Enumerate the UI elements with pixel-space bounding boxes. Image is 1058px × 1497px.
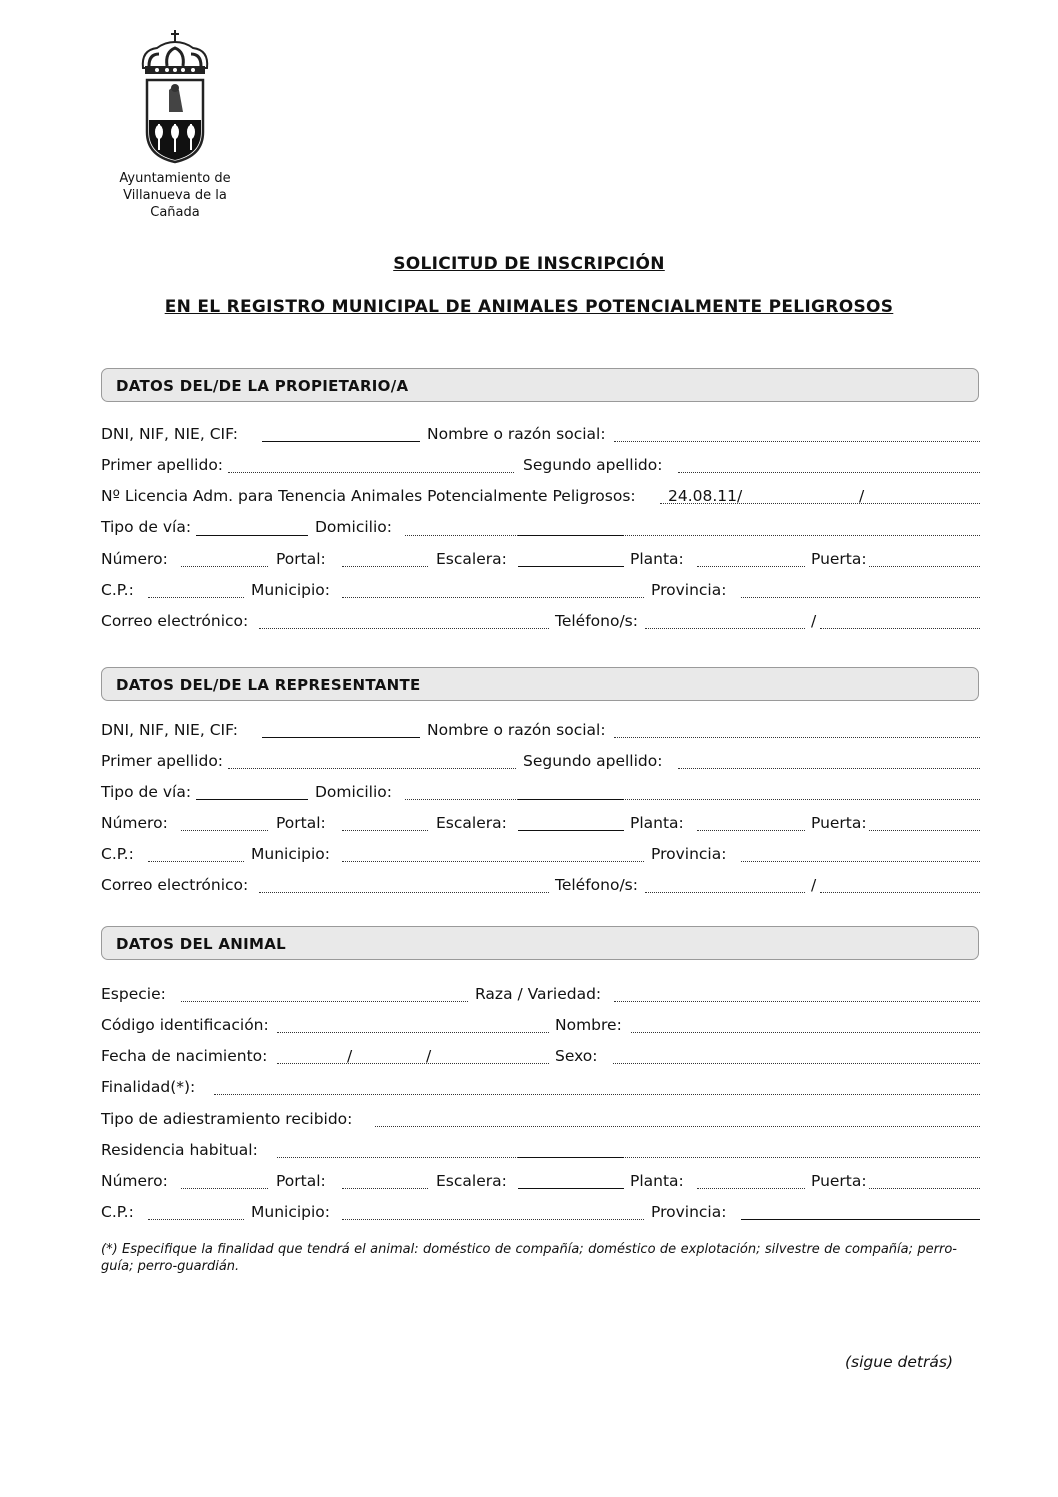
- owner-cp-field[interactable]: [148, 597, 244, 598]
- animal-sex-field[interactable]: [613, 1063, 980, 1064]
- owner-address-field[interactable]: [405, 535, 980, 536]
- owner-phone2-field[interactable]: [820, 628, 980, 629]
- owner-city-label: Municipio:: [251, 581, 331, 599]
- owner-phone1-field[interactable]: [645, 628, 805, 629]
- animal-section-header: DATOS DEL ANIMAL: [101, 926, 979, 960]
- animal-training-label: Tipo de adiestramiento recibido:: [101, 1110, 353, 1128]
- continued-overleaf: (sigue detrás): [845, 1353, 954, 1371]
- animal-province-label: Provincia:: [651, 1203, 727, 1221]
- owner-phone-label: Teléfono/s:: [555, 612, 638, 630]
- owner-address-label: Domicilio:: [315, 518, 392, 536]
- rep-email-field[interactable]: [259, 892, 549, 893]
- rep-via-field[interactable]: [196, 799, 308, 800]
- animal-stair-label: Escalera:: [436, 1172, 507, 1190]
- owner-name-field[interactable]: [614, 441, 980, 442]
- animal-species-field[interactable]: [181, 1001, 468, 1002]
- owner-surname1-label: Primer apellido:: [101, 456, 224, 474]
- rep-province-label: Provincia:: [651, 845, 727, 863]
- owner-via-field[interactable]: [196, 535, 308, 536]
- animal-door-label: Puerta:: [811, 1172, 867, 1190]
- owner-portal-field[interactable]: [342, 566, 428, 567]
- rep-phone1-field[interactable]: [645, 892, 805, 893]
- animal-birthdate-field[interactable]: [277, 1063, 549, 1064]
- animal-portal-field[interactable]: [342, 1188, 428, 1189]
- rep-section-header: DATOS DEL/DE LA REPRESENTANTE: [101, 667, 979, 701]
- owner-number-field[interactable]: [181, 566, 268, 567]
- owner-license-prefix: 24.08.11/: [668, 487, 743, 505]
- rep-phone2-field[interactable]: [820, 892, 980, 893]
- rep-address-segment: [518, 799, 624, 800]
- animal-cp-label: C.P.:: [101, 1203, 134, 1221]
- owner-address-segment: [518, 535, 624, 536]
- rep-email-label: Correo electrónico:: [101, 876, 249, 894]
- animal-number-label: Número:: [101, 1172, 168, 1190]
- animal-training-field[interactable]: [375, 1126, 980, 1127]
- rep-door-field[interactable]: [869, 830, 980, 831]
- rep-name-field[interactable]: [614, 737, 980, 738]
- owner-email-label: Correo electrónico:: [101, 612, 249, 630]
- owner-floor-label: Planta:: [630, 550, 684, 568]
- owner-dni-label: DNI, NIF, NIE, CIF:: [101, 425, 239, 443]
- owner-license-field[interactable]: [660, 503, 980, 504]
- owner-stair-field[interactable]: [518, 566, 624, 567]
- owner-door-label: Puerta:: [811, 550, 867, 568]
- owner-phone-separator: /: [811, 612, 817, 630]
- animal-cp-field[interactable]: [148, 1219, 244, 1220]
- owner-license-label: Nº Licencia Adm. para Tenencia Animales Potencialmente Peligrosos:: [101, 487, 636, 505]
- rep-name-label: Nombre o razón social:: [427, 721, 606, 739]
- rep-dni-label: DNI, NIF, NIE, CIF:: [101, 721, 239, 739]
- rep-portal-label: Portal:: [276, 814, 326, 832]
- owner-city-field[interactable]: [342, 597, 644, 598]
- animal-city-label: Municipio:: [251, 1203, 331, 1221]
- animal-birthdate-label: Fecha de nacimiento:: [101, 1047, 268, 1065]
- owner-province-field[interactable]: [741, 597, 980, 598]
- rep-province-field[interactable]: [741, 861, 980, 862]
- rep-address-field[interactable]: [405, 799, 980, 800]
- owner-dni-field[interactable]: [262, 441, 420, 442]
- animal-breed-field[interactable]: [614, 1001, 980, 1002]
- animal-code-label: Código identificación:: [101, 1016, 269, 1034]
- animal-purpose-label: Finalidad(*):: [101, 1078, 196, 1096]
- rep-city-field[interactable]: [342, 861, 644, 862]
- animal-residence-label: Residencia habitual:: [101, 1141, 258, 1159]
- rep-portal-field[interactable]: [342, 830, 428, 831]
- purpose-footnote: (*) Especifique la finalidad que tendrá el animal: doméstico de compañía; doméstico de explotación; silvestre de compañía; perro-guía; perro-guardián.: [101, 1242, 957, 1274]
- rep-stair-label: Escalera:: [436, 814, 507, 832]
- animal-code-field[interactable]: [277, 1032, 549, 1033]
- animal-number-field[interactable]: [181, 1188, 268, 1189]
- owner-stair-label: Escalera:: [436, 550, 507, 568]
- rep-floor-label: Planta:: [630, 814, 684, 832]
- rep-surname2-field[interactable]: [678, 768, 980, 769]
- owner-name-label: Nombre o razón social:: [427, 425, 606, 443]
- rep-number-field[interactable]: [181, 830, 268, 831]
- animal-city-field[interactable]: [342, 1219, 644, 1220]
- owner-surname1-field[interactable]: [228, 472, 514, 473]
- rep-cp-field[interactable]: [148, 861, 244, 862]
- animal-portal-label: Portal:: [276, 1172, 326, 1190]
- animal-floor-field[interactable]: [697, 1188, 805, 1189]
- animal-name-label: Nombre:: [555, 1016, 622, 1034]
- animal-floor-label: Planta:: [630, 1172, 684, 1190]
- owner-surname2-field[interactable]: [678, 472, 980, 473]
- owner-surname2-label: Segundo apellido:: [523, 456, 663, 474]
- animal-breed-label: Raza / Variedad:: [475, 985, 602, 1003]
- municipal-logo: [100, 28, 250, 221]
- owner-via-label: Tipo de vía:: [101, 518, 192, 536]
- animal-sex-label: Sexo:: [555, 1047, 598, 1065]
- document-title: SOLICITUD DE INSCRIPCIÓN: [393, 254, 665, 274]
- owner-door-field[interactable]: [869, 566, 980, 567]
- animal-residence-field[interactable]: [277, 1157, 980, 1158]
- rep-via-label: Tipo de vía:: [101, 783, 192, 801]
- coat-of-arms-icon: [135, 28, 215, 164]
- rep-surname2-label: Segundo apellido:: [523, 752, 663, 770]
- document-subtitle: EN EL REGISTRO MUNICIPAL DE ANIMALES POTENCIALMENTE PELIGROSOS: [164, 297, 894, 317]
- owner-number-label: Número:: [101, 550, 168, 568]
- animal-door-field[interactable]: [869, 1188, 980, 1189]
- org-name-line1: Ayuntamiento de: [119, 171, 231, 186]
- rep-number-label: Número:: [101, 814, 168, 832]
- animal-purpose-field[interactable]: [214, 1094, 980, 1095]
- animal-name-field[interactable]: [631, 1032, 980, 1033]
- owner-license-separator: /: [859, 487, 865, 505]
- animal-birthdate-sep2: /: [426, 1047, 432, 1065]
- owner-province-label: Provincia:: [651, 581, 727, 599]
- rep-phone-label: Teléfono/s:: [555, 876, 638, 894]
- animal-birthdate-sep1: /: [347, 1047, 353, 1065]
- animal-species-label: Especie:: [101, 985, 166, 1003]
- owner-portal-label: Portal:: [276, 550, 326, 568]
- rep-phone-separator: /: [811, 876, 817, 894]
- rep-surname1-label: Primer apellido:: [101, 752, 224, 770]
- rep-door-label: Puerta:: [811, 814, 867, 832]
- owner-floor-field[interactable]: [697, 566, 805, 567]
- rep-city-label: Municipio:: [251, 845, 331, 863]
- animal-province-field[interactable]: [741, 1219, 980, 1220]
- org-name-line2: Villanueva de la Cañada: [123, 188, 227, 220]
- rep-surname1-field[interactable]: [228, 768, 516, 769]
- animal-stair-field[interactable]: [518, 1188, 624, 1189]
- rep-dni-field[interactable]: [262, 737, 420, 738]
- owner-cp-label: C.P.:: [101, 581, 134, 599]
- animal-residence-segment: [518, 1157, 624, 1158]
- rep-cp-label: C.P.:: [101, 845, 134, 863]
- owner-section-header: DATOS DEL/DE LA PROPIETARIO/A: [101, 368, 979, 402]
- rep-stair-field[interactable]: [518, 830, 624, 831]
- owner-email-field[interactable]: [259, 628, 549, 629]
- rep-floor-field[interactable]: [697, 830, 805, 831]
- rep-address-label: Domicilio:: [315, 783, 392, 801]
